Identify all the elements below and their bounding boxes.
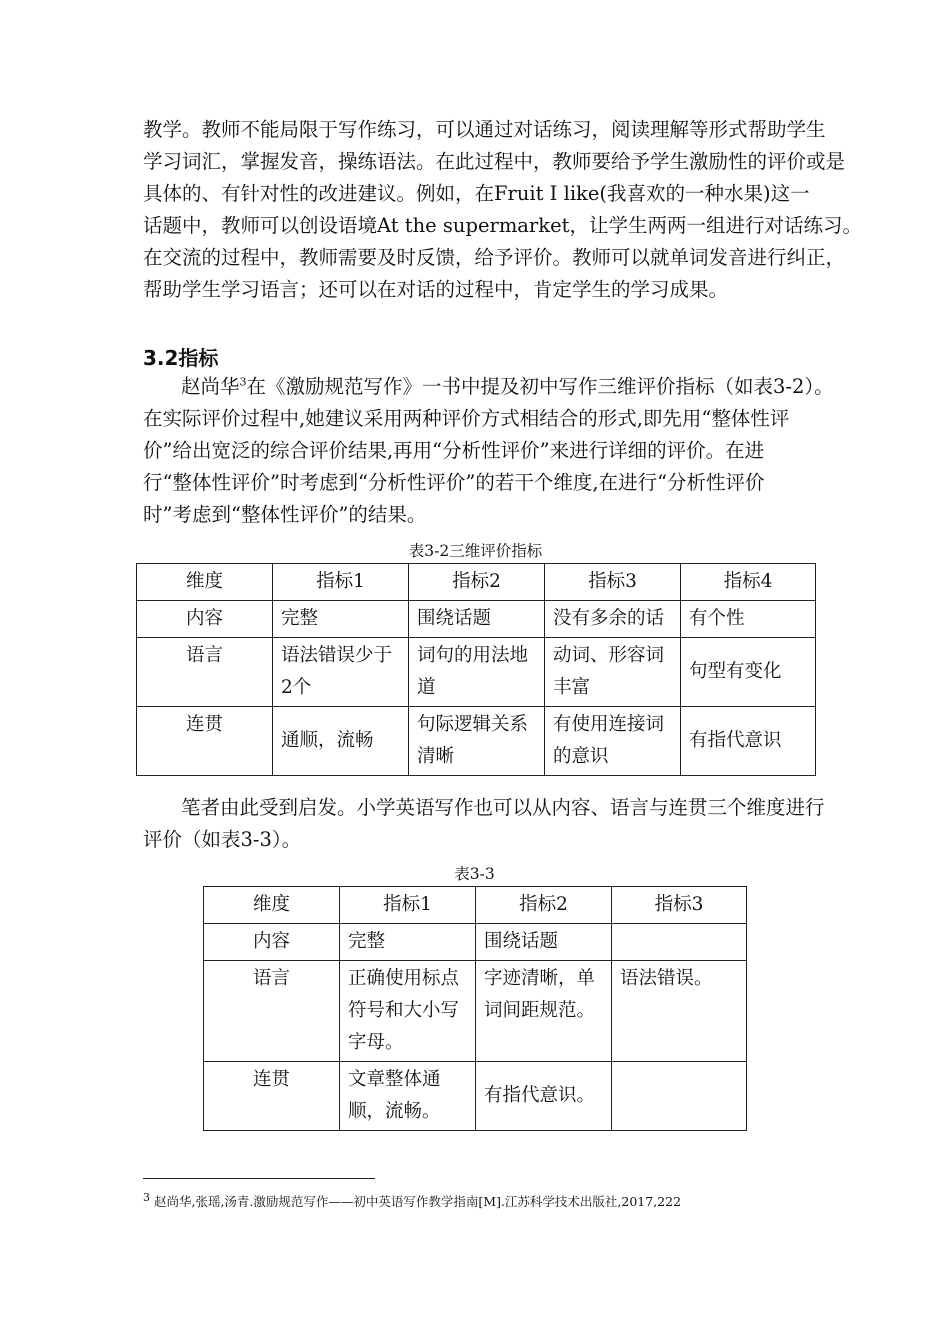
table-row bbox=[137, 707, 816, 776]
table-cell: 字迹清晰，单词间距规范。 bbox=[476, 961, 612, 1062]
table-cell: 完整 bbox=[273, 601, 409, 638]
intro-line: 话题中，教师可以创设语境At the supermarket，让学生两两一组进行对话练习。 bbox=[143, 214, 862, 237]
intro-paragraph bbox=[143, 114, 862, 306]
footnote-ref[interactable]: 3 bbox=[239, 375, 247, 389]
section-first-line-rest: 在《激励规范写作》一书中提及初中写作三维评价指标（如表3-2）。 bbox=[246, 375, 834, 398]
table-cell: 通顺，流畅 bbox=[273, 707, 409, 776]
dimension-cell: 语言 bbox=[137, 638, 273, 707]
table-header-row bbox=[204, 887, 747, 924]
table-row bbox=[204, 1062, 747, 1131]
header-cell: 维度 bbox=[204, 887, 340, 924]
table-3-2-caption: 表3-2三维评价指标 bbox=[408, 542, 543, 560]
section-line: 时”考虑到“整体性评价”的结果。 bbox=[143, 503, 427, 526]
footnote-divider bbox=[143, 1178, 375, 1179]
intro-line: 学习词汇，掌握发音，操练语法。在此过程中，教师要给予学生激励性的评价或是 bbox=[143, 150, 846, 173]
header-cell: 指标2 bbox=[409, 564, 545, 601]
section-line: 行“整体性评价”时考虑到“分析性评价”的若干个维度,在进行“分析性评价 bbox=[143, 471, 765, 494]
table-cell: 句型有变化 bbox=[681, 638, 816, 707]
table-cell: 句际逻辑关系清晰 bbox=[409, 707, 545, 776]
header-cell: 指标1 bbox=[273, 564, 409, 601]
table-cell: 动词、形容词丰富 bbox=[545, 638, 681, 707]
header-cell: 指标3 bbox=[612, 887, 747, 924]
section-heading: 3.2指标 bbox=[143, 346, 219, 370]
table-cell: 有使用连接词的意识 bbox=[545, 707, 681, 776]
table-3-3-caption: 表3-3 bbox=[454, 865, 495, 883]
intro-line: 具体的、有针对性的改进建议。例如，在Fruit I like(我喜欢的一种水果)这一 bbox=[143, 182, 810, 205]
section-first-line bbox=[143, 371, 834, 403]
table-cell: 语法错误少于2个 bbox=[273, 638, 409, 707]
table-cell: 有个性 bbox=[681, 601, 816, 638]
footnote-marker: 3 bbox=[143, 1190, 150, 1204]
dimension-cell: 连贯 bbox=[137, 707, 273, 776]
table-row bbox=[204, 961, 747, 1062]
table-3-2 bbox=[136, 563, 816, 776]
footnote-text: 赵尚华,张瑶,汤青.激励规范写作——初中英语写作教学指南[M].江苏科学技术出版社,2017,222 bbox=[153, 1194, 682, 1209]
table-cell: 有指代意识。 bbox=[476, 1062, 612, 1131]
followup-line: 笔者由此受到启发。小学英语写作也可以从内容、语言与连贯三个维度进行 bbox=[181, 796, 825, 819]
table-row bbox=[204, 924, 747, 961]
table-header-row bbox=[137, 564, 816, 601]
dimension-cell: 语言 bbox=[204, 961, 340, 1062]
author-name: 赵尚华 bbox=[181, 375, 240, 398]
section-line: 价”给出宽泛的综合评价结果,再用“分析性评价”来进行详细的评价。在进 bbox=[143, 439, 765, 462]
table-row bbox=[137, 638, 816, 707]
table-cell: 语法错误。 bbox=[612, 961, 747, 1062]
table-cell: 文章整体通顺，流畅。 bbox=[340, 1062, 476, 1131]
table-cell: 围绕话题 bbox=[409, 601, 545, 638]
intro-line: 在交流的过程中，教师需要及时反馈，给予评价。教师可以就单词发音进行纠正， bbox=[143, 246, 846, 269]
footnote bbox=[143, 1192, 681, 1210]
intro-line: 帮助学生学习语言；还可以在对话的过程中，肯定学生的学习成果。 bbox=[143, 278, 729, 301]
followup-paragraph bbox=[143, 792, 825, 856]
dimension-cell: 内容 bbox=[137, 601, 273, 638]
dimension-cell: 连贯 bbox=[204, 1062, 340, 1131]
intro-line: 教学。教师不能局限于写作练习，可以通过对话练习，阅读理解等形式帮助学生 bbox=[143, 118, 826, 141]
dimension-cell: 内容 bbox=[204, 924, 340, 961]
table-cell bbox=[612, 924, 747, 961]
table-cell: 词句的用法地道 bbox=[409, 638, 545, 707]
table-cell bbox=[612, 1062, 747, 1131]
table-row bbox=[137, 601, 816, 638]
table-cell: 没有多余的话 bbox=[545, 601, 681, 638]
header-cell: 指标2 bbox=[476, 887, 612, 924]
header-cell: 指标3 bbox=[545, 564, 681, 601]
header-cell: 指标1 bbox=[340, 887, 476, 924]
header-cell: 维度 bbox=[137, 564, 273, 601]
table-3-3 bbox=[203, 886, 747, 1131]
table-cell: 围绕话题 bbox=[476, 924, 612, 961]
table-cell: 完整 bbox=[340, 924, 476, 961]
section-paragraph bbox=[143, 371, 834, 531]
table-cell: 有指代意识 bbox=[681, 707, 816, 776]
section-line: 在实际评价过程中,她建议采用两种评价方式相结合的形式,即先用“整体性评 bbox=[143, 407, 790, 430]
followup-line: 评价（如表3-3）。 bbox=[143, 828, 302, 851]
header-cell: 指标4 bbox=[681, 564, 816, 601]
table-cell: 正确使用标点符号和大小写字母。 bbox=[340, 961, 476, 1062]
